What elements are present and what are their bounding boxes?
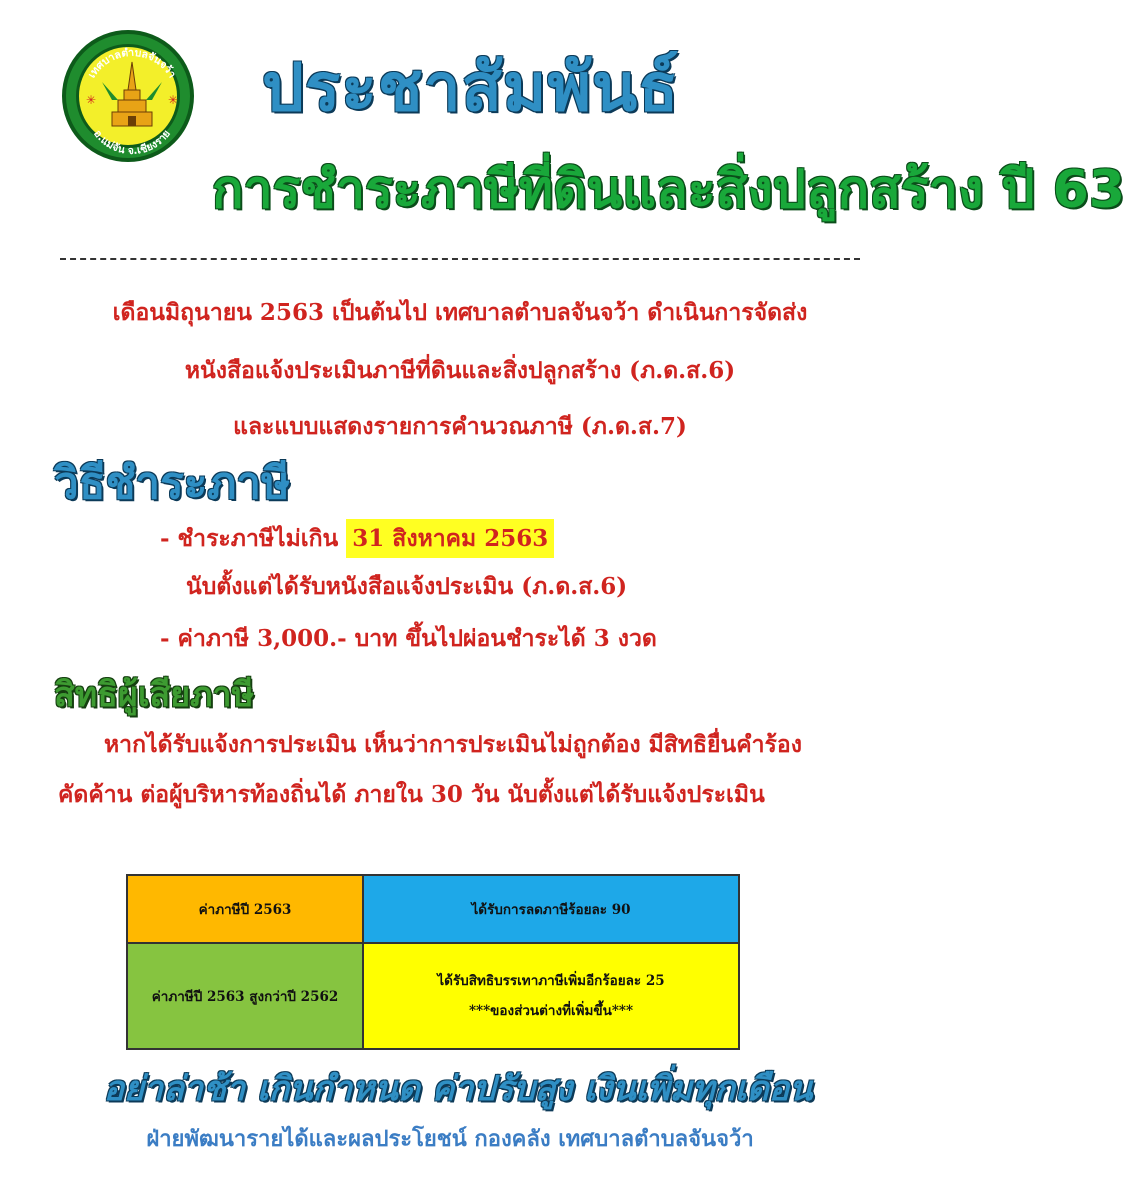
intro-line-3: และแบบแสดงรายการคำนวณภาษี (ภ.ด.ส.7) xyxy=(233,413,687,440)
payment-bullet-deadline xyxy=(160,522,554,556)
table-cell-tax-higher xyxy=(128,944,364,1048)
dashed-divider xyxy=(60,258,860,260)
table-cell-discount-90-text: ได้รับการลดภาษีร้อยละ 90 xyxy=(471,902,631,918)
payment-bullet-deadline-continued: นับตั้งแต่ได้รับหนังสือแจ้งประเมิน (ภ.ด.ส.6) xyxy=(186,573,628,600)
temple-icon xyxy=(66,34,198,166)
footer-clip xyxy=(60,1120,840,1152)
rights-line-2: คัดค้าน ต่อผู้บริหารท้องถิ่นได้ ภายใน 30 วัน นับตั้งแต่ได้รับแจ้งประเมิน xyxy=(58,781,765,808)
svg-text:อ.แม่จัน จ.เชียงราย xyxy=(91,128,173,157)
table-cell-tax-2563-text: ค่าภาษีปี 2563 xyxy=(198,902,292,918)
intro-line-2: หนังสือแจ้งประเมินภาษีที่ดินและสิ่งปลูกสร้าง (ภ.ด.ส.6) xyxy=(184,357,736,384)
payment-bullet-installments: - ค่าภาษี 3,000.- บาท ขึ้นไปผ่อนชำระได้ 3 งวด xyxy=(160,625,657,652)
table-cell-tax-2563 xyxy=(128,876,364,944)
table-cell-tax-higher-text: ค่าภาษีปี 2563 สูงกว่าปี 2562 xyxy=(151,989,339,1005)
logo-top-text: เทศบาลตำบลจันจว้า xyxy=(85,46,179,81)
deadline-highlight: 31 สิงหาคม 2563 xyxy=(346,519,554,558)
payment-heading: วิธีชำระภาษี xyxy=(54,458,291,509)
footer-department: ฝ่ายพัฒนารายได้และผลประโยชน์ กองคลัง เทศบาลตำบลจันจว้า xyxy=(146,1126,754,1152)
intro-line-1: เดือนมิถุนายน 2563 เป็นต้นไป เทศบาลตำบลจันจว้า ดำเนินการจัดส่ง xyxy=(112,299,808,326)
warning-slogan: อย่าล่าช้า เกินกำหนด ค่าปรับสูง เงินเพิ่มทุกเดือน xyxy=(103,1069,813,1109)
table-cell-discount-90 xyxy=(364,876,738,944)
payment-bullet-deadline-text: - ชำระภาษีไม่เกิน xyxy=(160,525,339,552)
table-cell-relief-25-line-1: ได้รับสิทธิบรรเทาภาษีเพิ่มอีกร้อยละ 25 xyxy=(437,973,665,989)
logo-bottom-text: อ.แม่จัน จ.เชียงราย xyxy=(91,127,173,158)
tax-relief-table xyxy=(126,874,740,1050)
rights-line-1: หากได้รับแจ้งการประเมิน เห็นว่าการประเมินไม่ถูกต้อง มีสิทธิยื่นคำร้อง xyxy=(104,731,802,758)
page-subtitle: การชำระภาษีที่ดินและสิ่งปลูกสร้าง ปี 63 xyxy=(212,160,1125,220)
logo-left-ornament: ✳ xyxy=(86,93,97,107)
page-title: ประชาสัมพันธ์ xyxy=(262,49,680,126)
logo-right-ornament: ✳ xyxy=(168,93,179,107)
municipality-logo xyxy=(62,30,194,162)
table-cell-relief-25-line-2: ***ของส่วนต่างที่เพิ่มขึ้น*** xyxy=(468,1003,634,1019)
table-cell-relief-25 xyxy=(364,944,738,1048)
rights-heading: สิทธิผู้เสียภาษี xyxy=(54,675,255,715)
